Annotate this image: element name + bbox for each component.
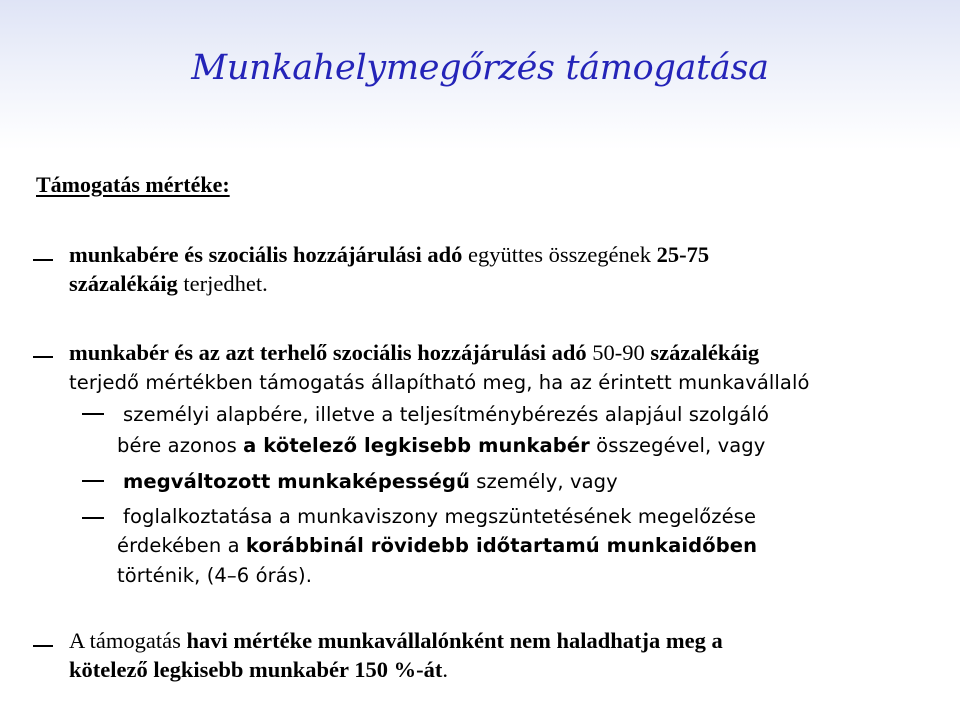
sub-bullet-1-bold: a kötelező legkisebb munkabér bbox=[243, 434, 590, 457]
sub-bullet-dash bbox=[82, 517, 104, 519]
slide-title: Munkahelymegőrzés támogatása bbox=[191, 48, 769, 88]
bullet-dash bbox=[33, 645, 53, 647]
bullet-dash bbox=[33, 356, 53, 358]
sub-bullet-3-bold: korábbinál rövidebb időtartamú munkaidőben bbox=[245, 534, 758, 557]
bullet-1-percent-word: százalékáig bbox=[69, 271, 178, 296]
bullet-2-line-2 bbox=[69, 371, 810, 394]
bullet-1-line-2 bbox=[69, 271, 268, 297]
bullet-2-bold: munkabér és az azt terhelő szociális hozzájárulási adó bbox=[69, 340, 587, 365]
sub-bullet-3-text: foglalkoztatása a munkaviszony megszüntetésének megelőzése bbox=[123, 505, 757, 528]
sub-bullet-3-text-2: érdekében a bbox=[117, 534, 246, 557]
section-heading: Támogatás mértéke: bbox=[36, 172, 230, 197]
sub-bullet-3-line-2 bbox=[117, 534, 757, 557]
bullet-3-line-1 bbox=[69, 628, 723, 654]
bullet-2-range: 50-90 bbox=[586, 340, 651, 365]
bullet-1-bold: munkabére és szociális hozzájárulási adó bbox=[69, 242, 463, 267]
sub-bullet-1-text: személyi alapbére, illetve a teljesítménybérezés alapjául szolgáló bbox=[123, 403, 769, 426]
bullet-dash bbox=[33, 259, 53, 261]
bullet-2-text: terjedő mértékben támogatás állapítható meg, ha az érintett munkavállaló bbox=[69, 371, 810, 394]
bullet-2-percent-word: százalékáig bbox=[650, 340, 760, 365]
sub-bullet-1-line-1 bbox=[123, 403, 769, 426]
sub-bullet-1-ending: összegével, vagy bbox=[589, 434, 766, 457]
sub-bullet-3-line-3 bbox=[117, 564, 312, 587]
bullet-1-text: együttes összegének bbox=[462, 242, 657, 267]
bullet-3-line-2 bbox=[69, 657, 448, 683]
bullet-3-bold: havi mértéke munkavállalónként nem haladhatja meg a bbox=[186, 628, 723, 653]
bullet-1-percent: 25-75 bbox=[656, 242, 710, 267]
sub-bullet-dash bbox=[82, 413, 104, 415]
sub-bullet-2-bold: megváltozott munkaképességű bbox=[123, 470, 470, 493]
sub-bullet-2-text: személy, vagy bbox=[470, 470, 618, 493]
bullet-1-line-1 bbox=[69, 242, 709, 268]
sub-bullet-3-text-3: történik, (4–6 órás). bbox=[117, 564, 313, 587]
sub-bullet-2-line-1 bbox=[123, 470, 618, 493]
sub-bullet-3-line-1 bbox=[123, 505, 756, 528]
bullet-1-ending: terjedhet. bbox=[177, 271, 268, 296]
bullet-3-period: . bbox=[442, 657, 448, 682]
bullet-3-text: A támogatás bbox=[69, 628, 187, 653]
bullet-3-bold-2: kötelező legkisebb munkabér 150 %-át bbox=[69, 657, 443, 682]
sub-bullet-1-text-2: bére azonos bbox=[117, 434, 244, 457]
bullet-2-line-1 bbox=[69, 340, 759, 366]
sub-bullet-1-line-2 bbox=[117, 434, 765, 457]
sub-bullet-dash bbox=[82, 480, 104, 482]
